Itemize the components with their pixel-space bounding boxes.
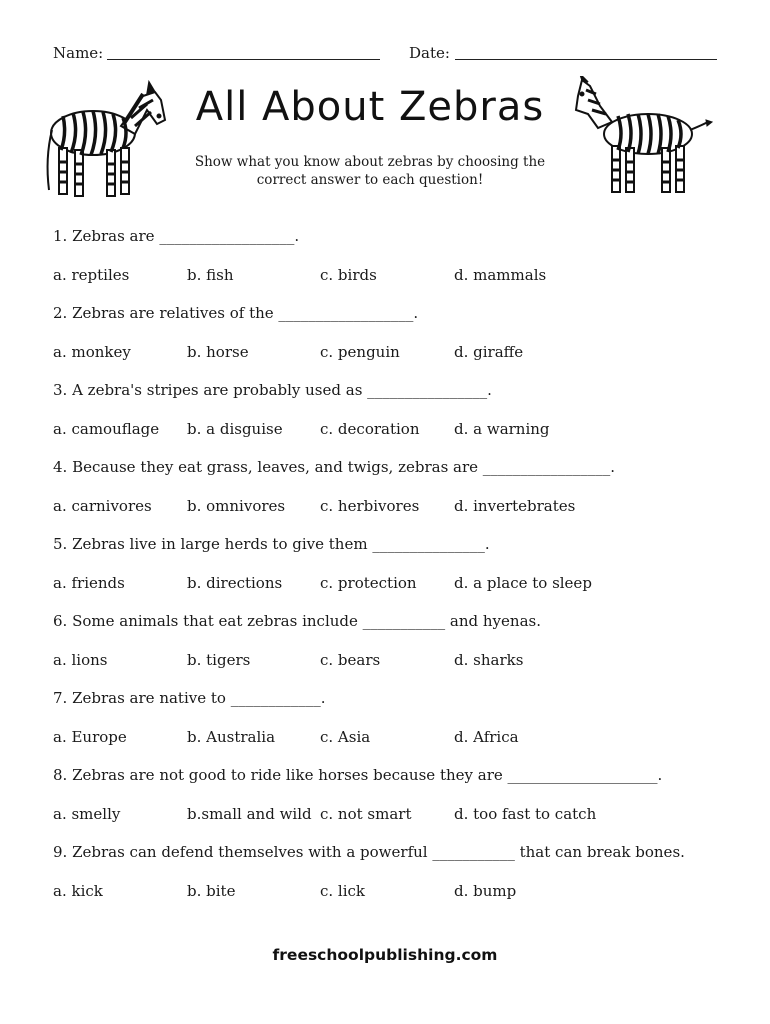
option-c: c. not smart [320, 804, 412, 823]
option-a: a. monkey [53, 342, 131, 361]
answer-options [53, 571, 733, 610]
question-block [53, 455, 733, 532]
option-b: b. Australia [187, 727, 276, 746]
name-label: Name: [53, 44, 104, 62]
option-b: b. omnivores [187, 496, 286, 515]
question-block [53, 224, 733, 301]
publisher-footer: freeschoolpublishing.com [272, 946, 498, 964]
option-d: d. a warning [454, 419, 550, 438]
quiz-questions [53, 224, 733, 917]
question-text: 4. Because they eat grass, leaves, and twigs, zebras are _________________. [53, 458, 616, 476]
option-d: d. giraffe [454, 342, 524, 361]
question-text: 5. Zebras live in large herds to give them _______________. [53, 535, 490, 553]
question-block [53, 840, 733, 917]
option-c: c. herbivores [320, 496, 420, 515]
option-a: a. Europe [53, 727, 127, 746]
answer-options [53, 340, 733, 379]
answer-options [53, 802, 733, 841]
name-date-row [53, 44, 718, 68]
zebra-illustration-right [568, 76, 713, 198]
option-c: c. penguin [320, 342, 400, 361]
option-b: b. directions [187, 573, 283, 592]
option-d: d. bump [454, 881, 517, 900]
option-a: a. lions [53, 650, 108, 669]
date-blank-line [455, 59, 717, 60]
question-text: 6. Some animals that eat zebras include ___________ and hyenas. [53, 612, 541, 630]
answer-options [53, 879, 733, 918]
option-b: b.small and wild [187, 804, 312, 823]
question-text: 9. Zebras can defend themselves with a powerful ___________ that can break bones. [53, 843, 685, 861]
option-d: d. Africa [454, 727, 519, 746]
question-block [53, 378, 733, 455]
worksheet-title: All About Zebras [195, 84, 545, 130]
option-d: d. mammals [454, 265, 547, 284]
option-a: a. smelly [53, 804, 121, 823]
answer-options [53, 417, 733, 456]
option-c: c. lick [320, 881, 366, 900]
answer-options [53, 494, 733, 533]
option-c: c. protection [320, 573, 417, 592]
option-b: b. fish [187, 265, 234, 284]
question-text: 3. A zebra's stripes are probably used as ________________. [53, 381, 492, 399]
option-b: b. tigers [187, 650, 251, 669]
question-block [53, 763, 733, 840]
question-text: 7. Zebras are native to ____________. [53, 689, 326, 707]
answer-options [53, 725, 733, 764]
question-block [53, 532, 733, 609]
answer-options [53, 648, 733, 687]
option-a: a. friends [53, 573, 125, 592]
option-c: c. bears [320, 650, 381, 669]
option-a: a. camouflage [53, 419, 160, 438]
answer-options [53, 263, 733, 302]
name-blank-line [107, 59, 380, 60]
option-b: b. a disguise [187, 419, 283, 438]
option-a: a. reptiles [53, 265, 130, 284]
option-c: c. birds [320, 265, 377, 284]
option-c: c. decoration [320, 419, 420, 438]
option-d: d. too fast to catch [454, 804, 597, 823]
option-d: d. a place to sleep [454, 573, 592, 592]
option-b: b. horse [187, 342, 249, 361]
zebra-illustration-left [43, 78, 173, 208]
option-c: c. Asia [320, 727, 371, 746]
option-a: a. kick [53, 881, 103, 900]
option-b: b. bite [187, 881, 236, 900]
date-label: Date: [409, 44, 450, 62]
question-text: 2. Zebras are relatives of the __________________. [53, 304, 419, 322]
question-block [53, 686, 733, 763]
question-text: 1. Zebras are __________________. [53, 227, 300, 245]
question-block [53, 609, 733, 686]
worksheet-instructions: Show what you know about zebras by choosing the correct answer to each question! [194, 154, 546, 188]
option-d: d. invertebrates [454, 496, 576, 515]
option-a: a. carnivores [53, 496, 152, 515]
question-block [53, 301, 733, 378]
question-text: 8. Zebras are not good to ride like horses because they are ____________________. [53, 766, 663, 784]
option-d: d. sharks [454, 650, 524, 669]
